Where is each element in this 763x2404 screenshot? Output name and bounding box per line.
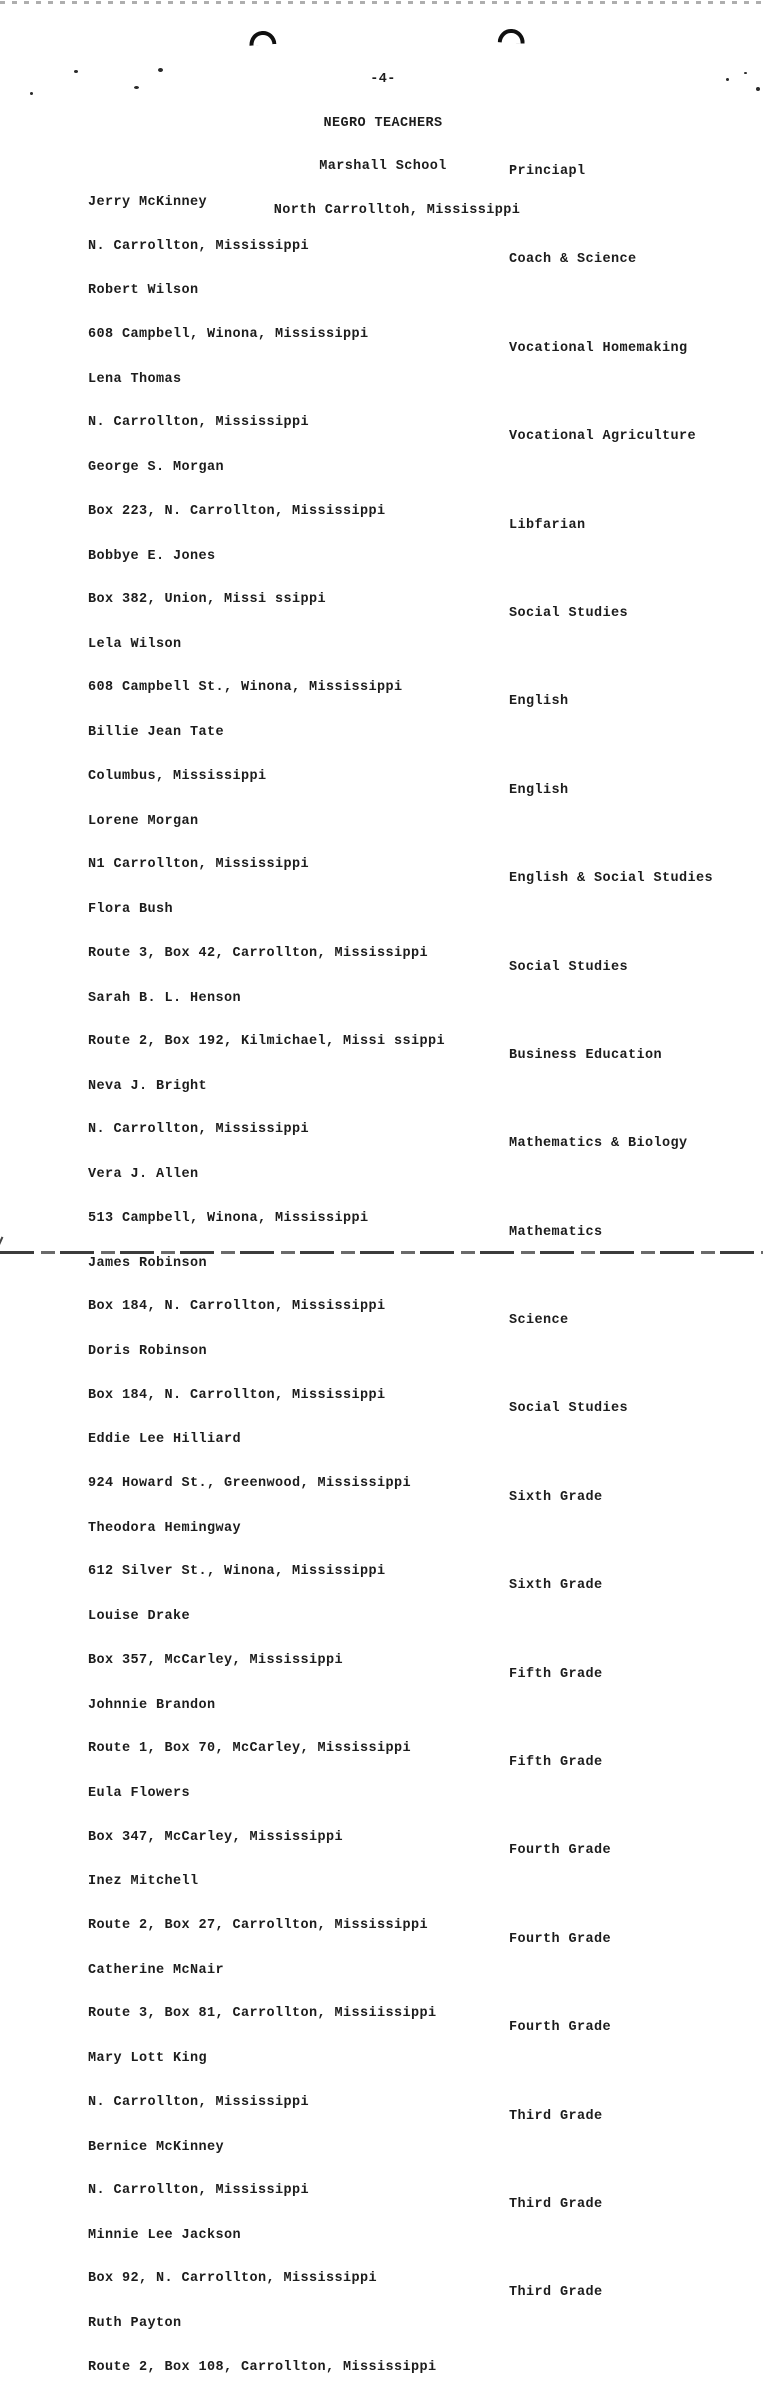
teacher-role: Business Education: [509, 1047, 663, 1063]
teacher-address: N1 Carrollton, Mississippi: [88, 857, 310, 873]
teacher-entry: [0, 2020, 763, 2110]
teacher-address: Route 3, Box 42, Carrollton, Mississippi: [88, 945, 429, 961]
scan-speck: [726, 78, 729, 81]
teacher-entry: [0, 605, 763, 696]
teacher-address: Box 223, N. Carrollton, Mississippi: [88, 503, 386, 519]
teacher-name: Flora Bush: [88, 902, 174, 918]
teacher-role: English: [509, 782, 569, 798]
teacher-role: Fourth Grade: [509, 1931, 612, 1947]
teacher-role: Libfarian: [509, 517, 586, 533]
teacher-entry: [0, 1136, 763, 1226]
teacher-address: Route 1, Box 70, McCarley, Mississippi: [88, 1741, 412, 1757]
teacher-name: Lena Thomas: [88, 371, 182, 387]
teacher-role: Fourth Grade: [509, 1843, 612, 1859]
teacher-name: Jerry McKinney: [88, 195, 208, 210]
teacher-entry: [0, 252, 763, 342]
teacher-role: Third Grade: [509, 2285, 603, 2301]
teacher-entry: [0, 2196, 763, 2287]
teacher-role: Princiapl: [509, 164, 586, 179]
scan-edge-dotted-line-top: [0, 1, 763, 4]
teacher-address: 608 Campbell St., Winona, Mississippi: [88, 680, 403, 696]
teacher-name: Bernice McKinney: [88, 2139, 225, 2155]
teacher-address: 612 Silver St., Winona, Mississippi: [88, 1564, 386, 1580]
teacher-entry: [0, 1401, 763, 1491]
teacher-address: Box 92, N. Carrollton, Mississippi: [88, 2271, 378, 2287]
teacher-address: 608 Campbell, Winona, Mississippi: [88, 326, 369, 342]
scan-speck: [134, 86, 139, 89]
teacher-address: Route 2, Box 108, Carrollton, Mississippi: [88, 2359, 437, 2375]
teacher-name: George S. Morgan: [88, 460, 225, 476]
teacher-name: Eddie Lee Hilliard: [88, 1432, 242, 1448]
teacher-name: Doris Robinson: [88, 1344, 208, 1360]
teacher-address: N. Carrollton, Mississippi: [88, 238, 310, 254]
teacher-entry: [0, 1931, 763, 2022]
document-title: NEGRO TEACHERS: [323, 115, 443, 131]
teacher-name: Vera J. Allen: [88, 1167, 199, 1183]
teacher-name: Louise Drake: [88, 1609, 191, 1625]
teacher-entry: [0, 959, 763, 1050]
teacher-role: Vocational Agriculture: [509, 429, 697, 445]
teacher-list: [0, 138, 763, 2375]
teacher-address: 924 Howard St., Greenwood, Mississippi: [88, 1475, 412, 1491]
teacher-address: 513 Campbell, Winona, Mississippi: [88, 1210, 369, 1226]
teacher-role: Fifth Grade: [509, 1666, 603, 1682]
page-number: -4-: [370, 72, 396, 87]
teacher-role: Fourth Grade: [509, 2020, 612, 2036]
teacher-address: Route 3, Box 81, Carrollton, Missiissippi: [88, 2006, 437, 2022]
teacher-entry: [0, 1047, 763, 1138]
scan-speck: [30, 92, 33, 95]
teacher-role: Sixth Grade: [509, 1489, 603, 1505]
teacher-name: Bobbye E. Jones: [88, 548, 216, 564]
teacher-role: Third Grade: [509, 2108, 603, 2124]
scan-artifact-arc-right: [498, 28, 526, 43]
teacher-role: English & Social Studies: [509, 871, 714, 887]
teacher-role: Coach & Science: [509, 252, 637, 268]
teacher-role: Mathematics: [509, 1224, 603, 1240]
scan-speck: [744, 72, 747, 74]
teacher-entry: [0, 782, 763, 873]
teacher-role: Sixth Grade: [509, 1578, 603, 1594]
teacher-role: English: [509, 694, 569, 710]
teacher-address: Columbus, Mississippi: [88, 768, 267, 784]
school-name: Marshall School: [319, 159, 447, 174]
teacher-address: N. Carrollton, Mississippi: [88, 415, 310, 431]
teacher-entry: [0, 1224, 763, 1315]
teacher-entry: [0, 517, 763, 608]
teacher-address: Route 2, Box 192, Kilmichael, Missi ssippi: [88, 1034, 446, 1050]
teacher-entry: [0, 694, 763, 784]
teacher-name: Minnie Lee Jackson: [88, 2227, 242, 2243]
teacher-entry: [0, 1666, 763, 1757]
teacher-address: Box 347, McCarley, Mississippi: [88, 1829, 344, 1845]
teacher-address: Box 184, N. Carrollton, Mississippi: [88, 1299, 386, 1315]
teacher-role: Fifth Grade: [509, 1755, 603, 1771]
teacher-name: Lorene Morgan: [88, 813, 199, 829]
teacher-name: Theodora Hemingway: [88, 1520, 242, 1536]
teacher-name: Ruth Payton: [88, 2316, 182, 2332]
scan-speck: [74, 70, 78, 73]
teacher-role: Science: [509, 1313, 569, 1329]
teacher-entry: [0, 1578, 763, 1668]
teacher-entry: [0, 1313, 763, 1403]
teacher-name: Eula Flowers: [88, 1786, 191, 1802]
teacher-name: Inez Mitchell: [88, 1874, 199, 1890]
teacher-name: Neva J. Bright: [88, 1078, 208, 1094]
teacher-entry: [0, 1489, 763, 1580]
teacher-name: Robert Wilson: [88, 283, 199, 299]
teacher-name: Billie Jean Tate: [88, 725, 225, 741]
school-location: North Carrolltoh, Mississippi: [273, 202, 521, 218]
teacher-entry: [0, 429, 763, 519]
teacher-entry: [0, 2108, 763, 2199]
teacher-entry: [0, 340, 763, 431]
teacher-role: Vocational Homemaking: [509, 340, 688, 356]
teacher-entry: [0, 2285, 763, 2375]
teacher-address: N. Carrollton, Mississippi: [88, 2183, 310, 2199]
teacher-name: Catherine McNair: [88, 1962, 225, 1978]
teacher-address: N. Carrollton, Mississippi: [88, 2094, 310, 2110]
teacher-name: James Robinson: [88, 1255, 208, 1271]
teacher-entry: [0, 1843, 763, 1933]
teacher-address: Route 2, Box 27, Carrollton, Mississippi: [88, 1917, 429, 1933]
teacher-role: Social Studies: [509, 605, 629, 621]
teacher-address: N. Carrollton, Mississippi: [88, 1122, 310, 1138]
teacher-role: Social Studies: [509, 959, 629, 975]
teacher-entry: [0, 1755, 763, 1845]
scan-speck: [756, 87, 760, 91]
teacher-address: Box 382, Union, Missi ssippi: [88, 592, 327, 608]
teacher-name-address-block: [88, 2288, 437, 2404]
teacher-role: Third Grade: [509, 2196, 603, 2212]
teacher-name: Mary Lott King: [88, 2051, 208, 2067]
teacher-name: Johnnie Brandon: [88, 1697, 216, 1713]
teacher-entry: [0, 871, 763, 961]
teacher-role: Mathematics & Biology: [509, 1136, 688, 1152]
teacher-address: Box 184, N. Carrollton, Mississippi: [88, 1387, 386, 1403]
scan-speck: [158, 68, 163, 72]
teacher-name: Lela Wilson: [88, 636, 182, 652]
teacher-name: Sarah B. L. Henson: [88, 990, 242, 1006]
teacher-address: Box 357, McCarley, Mississippi: [88, 1652, 344, 1668]
teacher-role: Social Studies: [509, 1401, 629, 1417]
